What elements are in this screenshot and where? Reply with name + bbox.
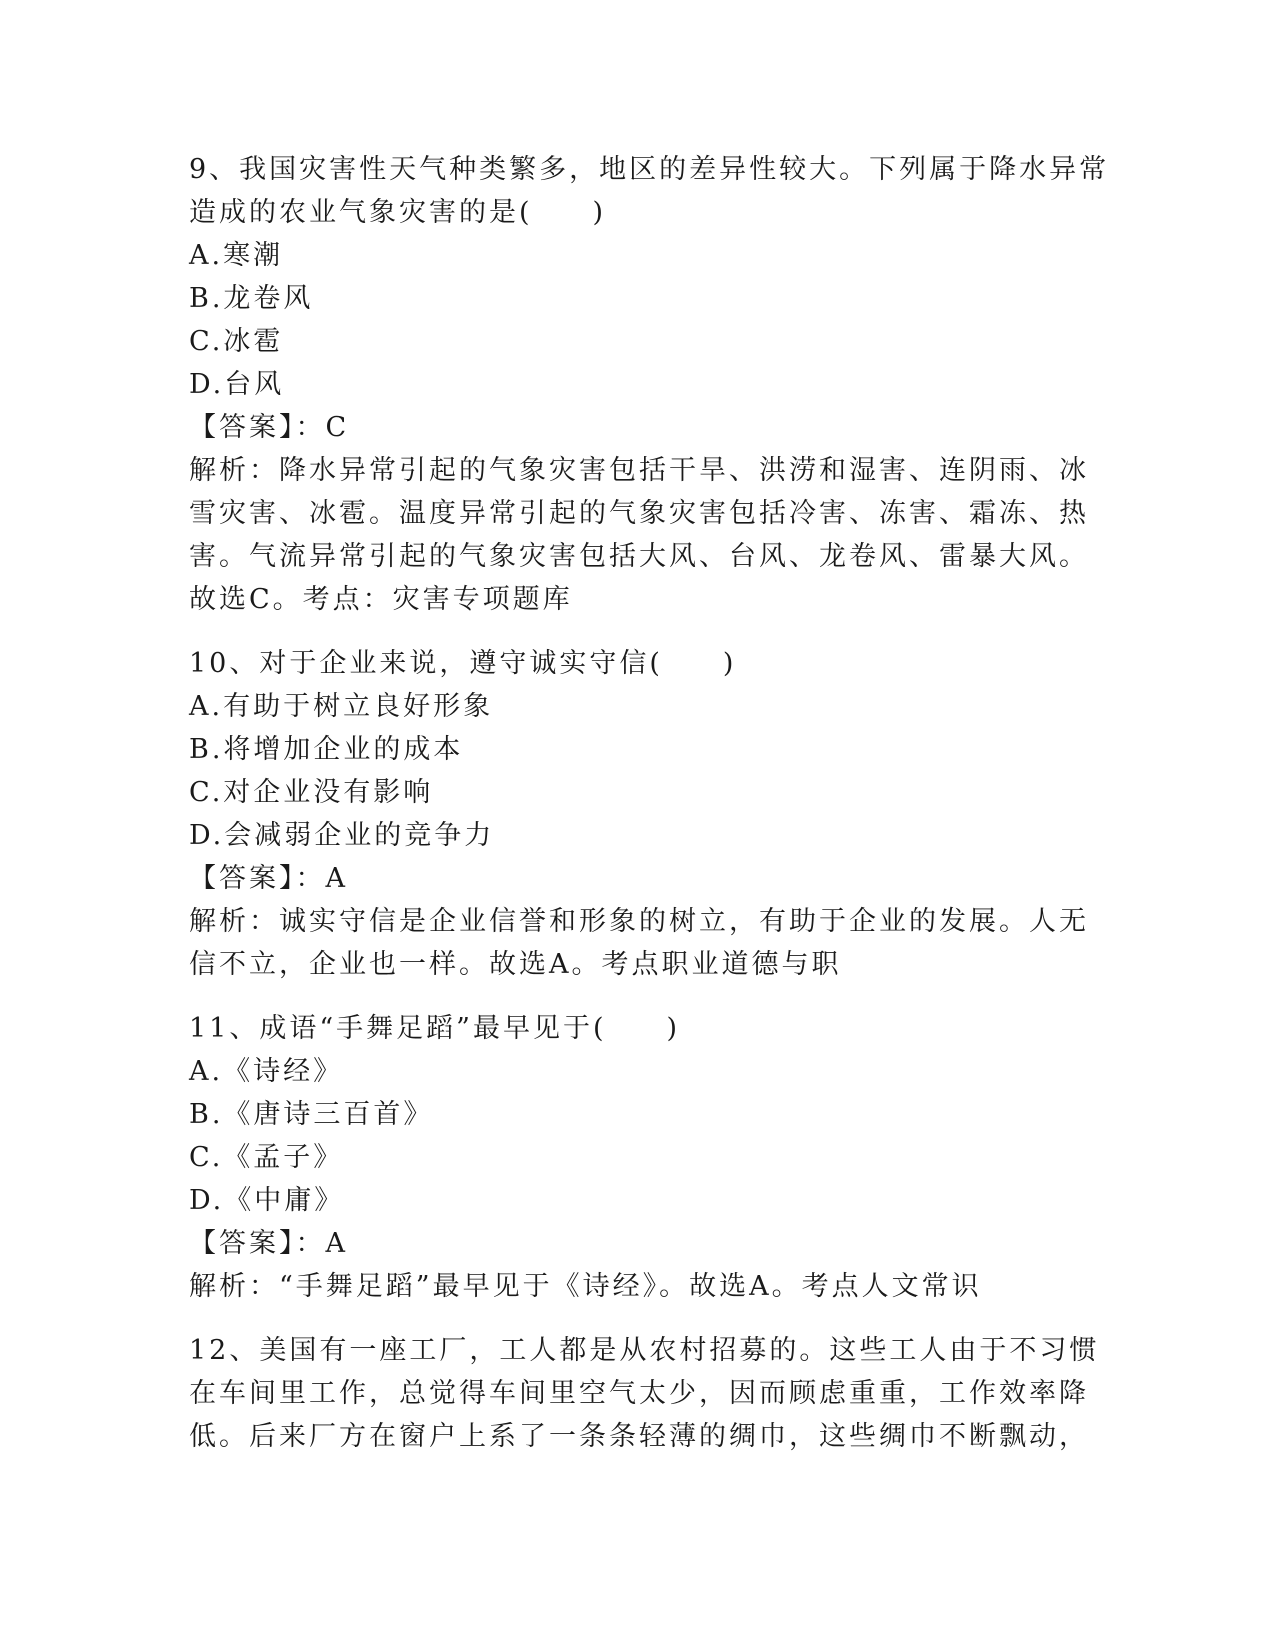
analysis-line: 故选C。考点：灾害专项题库 xyxy=(189,584,573,615)
question-11 xyxy=(189,1007,1089,1308)
option-a: A.寒潮 xyxy=(189,240,284,271)
option-d: D.会减弱企业的竞争力 xyxy=(189,820,495,851)
answer-line: 【答案】：A xyxy=(189,863,348,894)
option-d: D.《中庸》 xyxy=(189,1185,345,1216)
question-10 xyxy=(189,642,1089,986)
spacer xyxy=(189,621,1089,642)
question-stem: 12、美国有一座工厂，工人都是从农村招募的。这些工人由于不习惯 xyxy=(189,1335,1100,1366)
question-stem: 10、对于企业来说，遵守诚实守信( ) xyxy=(189,648,737,679)
answer-line: 【答案】：A xyxy=(189,1228,348,1259)
analysis-line: 信不立，企业也一样。故选A。考点职业道德与职 xyxy=(189,949,842,980)
option-c: C.对企业没有影响 xyxy=(189,777,434,808)
analysis-line: 雪灾害、冰雹。温度异常引起的气象灾害包括冷害、冻害、霜冻、热 xyxy=(189,498,1089,529)
analysis-line: 解析：“手舞足蹈”最早见于《诗经》。故选A。考点人文常识 xyxy=(189,1271,982,1302)
question-stem: 11、成语“手舞足蹈”最早见于( ) xyxy=(189,1013,681,1044)
option-a: A.《诗经》 xyxy=(189,1056,344,1087)
option-a: A.有助于树立良好形象 xyxy=(189,691,494,722)
question-stem: 低。后来厂方在窗户上系了一条条轻薄的绸巾，这些绸巾不断飘动， xyxy=(189,1421,1089,1452)
option-c: C.冰雹 xyxy=(189,326,284,357)
option-d: D.台风 xyxy=(189,369,285,400)
spacer xyxy=(189,986,1089,1007)
option-b: B.龙卷风 xyxy=(189,283,314,314)
option-c: C.《孟子》 xyxy=(189,1142,344,1173)
question-stem: 9、我国灾害性天气种类繁多，地区的差异性较大。下列属于降水异常 xyxy=(189,154,1110,185)
analysis-line: 解析：降水异常引起的气象灾害包括干旱、洪涝和湿害、连阴雨、冰 xyxy=(189,455,1089,486)
analysis-line: 解析：诚实守信是企业信誉和形象的树立，有助于企业的发展。人无 xyxy=(189,906,1089,937)
analysis-line: 害。气流异常引起的气象灾害包括大风、台风、龙卷风、雷暴大风。 xyxy=(189,541,1089,572)
question-12 xyxy=(189,1329,1100,1458)
option-b: B.《唐诗三百首》 xyxy=(189,1099,434,1130)
answer-line: 【答案】：C xyxy=(189,412,350,443)
document-page xyxy=(189,148,1110,1458)
question-stem: 造成的农业气象灾害的是( ) xyxy=(189,197,607,228)
spacer xyxy=(189,1308,1089,1329)
question-9 xyxy=(189,148,1110,621)
option-b: B.将增加企业的成本 xyxy=(189,734,464,765)
question-stem: 在车间里工作，总觉得车间里空气太少，因而顾虑重重，工作效率降 xyxy=(189,1378,1089,1409)
